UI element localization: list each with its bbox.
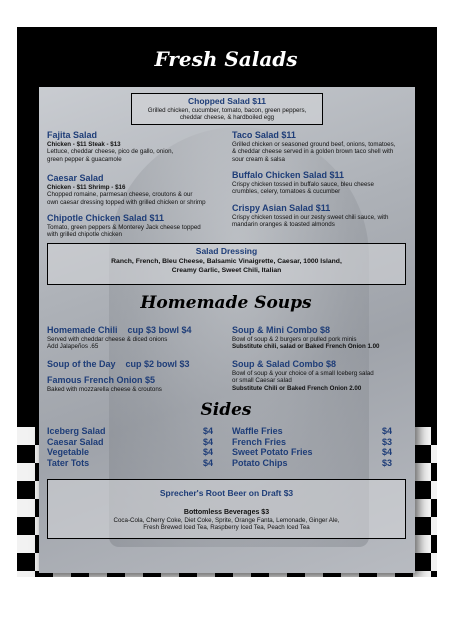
salad-dressing-line-2: Creamy Garlic, Sweet Chili, Italian [171,267,282,274]
side-name: Vegetable [47,447,90,457]
beverages-line-2: Fresh Brewed Iced Tea, Raspberry Iced Tea, Peach Iced Tea [143,524,310,532]
side-price: $4 [202,458,213,468]
fajita-salad-desc-2: green pepper & guacamole [47,155,122,163]
homemade-chili-desc-2: Add Jalapeños .65 [47,343,99,351]
taco-salad-desc-3: sour cream & salsa [232,155,285,163]
chipotle-salad-name: Chipotle Chicken Salad $11 [47,213,165,223]
soup-salad-combo-substitute: Substitute Chili or Baked French Onion 2.00 [232,384,362,392]
side-name: Sweet Potato Fries [232,447,313,457]
chipotle-salad [47,213,232,239]
french-onion-desc-1: Baked with mozzarella cheese & croutons [47,386,162,393]
soup-of-the-day [47,359,227,370]
soup-mini-combo [232,325,422,351]
side-price: $4 [202,437,213,447]
salad-dressing-box [47,243,406,285]
side-price: $3 [381,437,392,447]
asian-salad [232,203,422,229]
fajita-salad-prices: Chicken - $11 Steak - $13 [47,141,121,148]
caesar-salad [47,173,232,206]
caesar-salad-name: Caesar Salad [47,173,104,183]
side-potato-chips [232,458,392,469]
fajita-salad [47,130,227,163]
title-homemade-soups: Homemade Soups [140,293,312,313]
beverages-box [47,479,406,539]
side-name: Waffle Fries [232,426,283,436]
side-name: Tater Tots [47,458,90,468]
taco-salad [232,130,422,163]
chopped-salad-name: Chopped Salad [188,96,250,106]
chopped-salad-desc-2: cheddar cheese, & hardboiled egg [179,114,275,122]
taco-salad-name: Taco Salad $11 [232,130,296,140]
side-price: $3 [381,458,392,468]
homemade-chili-desc-1: Served with cheddar cheese & diced onions [47,336,168,343]
salad-dressing-line-1: Ranch, French, Bleu Cheese, Balsamic Vinaigrette, Caesar, 1000 Island, [111,258,342,265]
title-fresh-salads: Fresh Salads [154,47,298,71]
buffalo-salad-desc-2: crumbles, celery, tomatoes & cucumber [232,188,341,196]
soup-of-the-day-name: Soup of the Day cup $2 bowl $3 [47,359,190,369]
soup-mini-combo-desc-1: Bowl of soup & 2 burgers or pulled pork minis [232,336,357,343]
side-price: $4 [381,426,392,436]
chopped-salad-desc-1: Grilled chicken, cucumber, tomato, bacon, green peppers, [147,107,307,114]
title-sides: Sides [200,400,252,420]
side-sweet-potato-fries [232,447,392,458]
soup-salad-combo-desc-2: or small Caesar salad [232,377,292,385]
soup-mini-combo-substitute: Substitute chili, salad or Baked French Onion 1.00 [232,343,380,351]
fajita-salad-desc-1: Lettuce, cheddar cheese, pico de gallo, onion, [47,148,174,156]
side-name: Caesar Salad [47,437,104,447]
chopped-salad-price: $11 [252,96,266,106]
side-iceberg-salad [47,426,213,437]
side-name: French Fries [232,437,287,447]
side-tater-tots [47,458,213,469]
chopped-salad-box [131,93,323,125]
taco-salad-desc-2: & cheddar cheese served in a golden brown taco shell with [232,148,394,156]
fajita-salad-name: Fajita Salad [47,130,98,140]
chipotle-salad-desc-2: with grilled chipotle chicken [47,231,122,239]
caesar-salad-desc-2: own caesar dressing topped with grilled chicken or shrimp [47,198,206,206]
caesar-salad-prices: Chicken - $11 Shrimp - $16 [47,184,126,191]
asian-salad-desc-1: Crispy chicken tossed in our zesty sweet chili sauce, with [232,214,389,221]
french-onion [47,375,227,393]
asian-salad-desc-2: mandarin oranges & toasted almonds [232,221,335,229]
chopped-salad-title [132,96,322,107]
root-beer-line: Sprecher's Root Beer on Draft $3 [159,488,294,498]
buffalo-salad [232,170,422,196]
asian-salad-name: Crispy Asian Salad $11 [232,203,331,213]
buffalo-salad-name: Buffalo Chicken Salad $11 [232,170,345,180]
taco-salad-desc-1: Grilled chicken or seasoned ground beef, onions, tomatoes, [232,141,396,148]
soup-mini-combo-name: Soup & Mini Combo $8 [232,325,330,335]
soup-salad-combo [232,359,422,392]
side-name: Iceberg Salad [47,426,106,436]
side-price: $4 [381,447,392,457]
side-waffle-fries [232,426,392,437]
homemade-chili [47,325,227,351]
chipotle-salad-desc-1: Tomato, green peppers & Monterey Jack cheese topped [47,224,201,231]
beverages-line-1: Coca-Cola, Cherry Coke, Diet Coke, Sprite, Orange Fanta, Lemonade, Ginger Ale, [113,517,340,524]
salad-dressing-title: Salad Dressing [195,246,258,256]
caesar-salad-desc-1: Chopped romaine, parmesan cheese, croutons & our [47,191,193,199]
buffalo-salad-desc-1: Crispy chicken tossed in buffalo sauce, bleu cheese [232,181,374,188]
side-vegetable [47,447,213,458]
soup-salad-combo-name: Soup & Salad Combo $8 [232,359,337,369]
bottomless-beverages-title: Bottomless Beverages $3 [183,509,270,516]
homemade-chili-name: Homemade Chili cup $3 bowl $4 [47,325,192,335]
french-onion-name: Famous French Onion $5 [47,375,156,385]
soup-salad-combo-desc-1: Bowl of soup & your choice of a small Iceberg salad [232,370,374,377]
side-name: Potato Chips [232,458,288,468]
side-price: $4 [202,447,213,457]
side-price: $4 [202,426,213,436]
